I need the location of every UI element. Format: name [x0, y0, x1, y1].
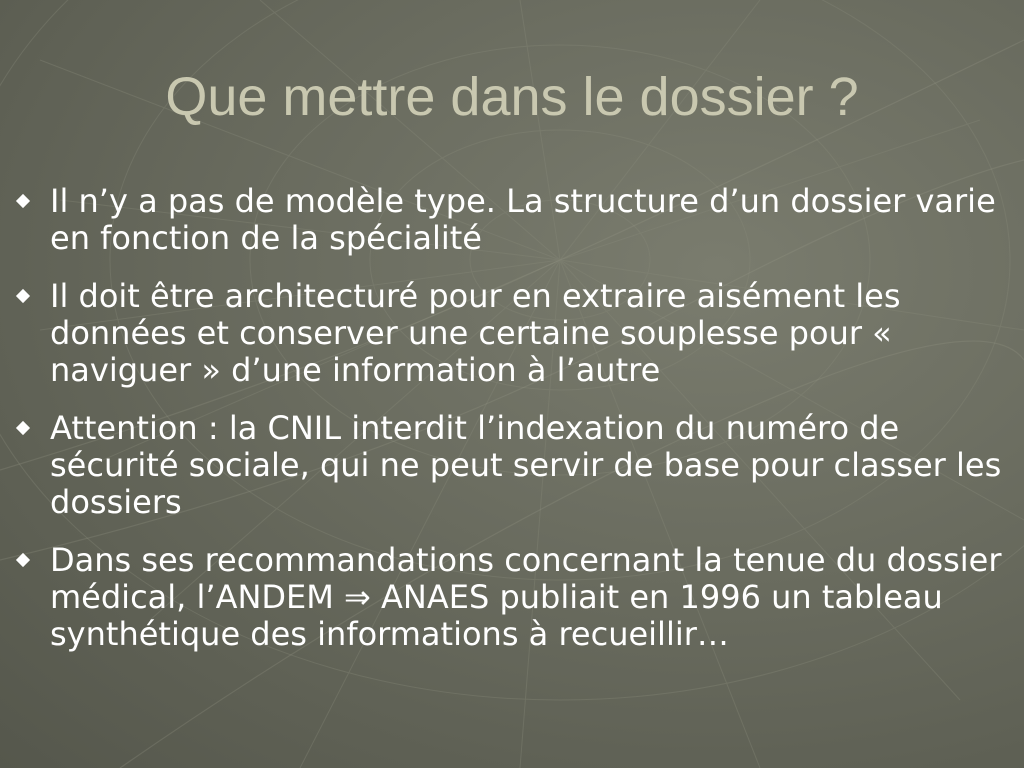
bullet-text: Il doit être architecturé pour en extraire aisément les données et conserver une certaine souplesse pour « naviguer » d’une information à l’autre — [50, 277, 901, 389]
bullet-text: Attention : la CNIL interdit l’indexation du numéro de sécurité sociale, qui ne peut servir de base pour classer les dossiers — [50, 409, 1002, 521]
diamond-bullet-icon — [16, 289, 30, 303]
bullet-item — [14, 183, 1019, 257]
diamond-bullet-icon — [16, 421, 30, 435]
bullet-item — [14, 278, 1019, 389]
bullet-item — [14, 542, 1019, 653]
diamond-bullet-icon — [16, 553, 30, 567]
slide-title: Que mettre dans le dossier ? — [165, 67, 859, 127]
bullet-text: Dans ses recommandations concernant la tenue du dossier médical, l’ANDEM ⇒ ANAES publiait en 1996 un tableau synthétique des informations à recueillir… — [50, 541, 1002, 653]
bullet-text: Il n’y a pas de modèle type. La structure d’un dossier varie en fonction de la spécialité — [50, 182, 996, 257]
bullet-list — [14, 183, 1019, 674]
bullet-item — [14, 410, 1019, 521]
diamond-bullet-icon — [16, 194, 30, 208]
